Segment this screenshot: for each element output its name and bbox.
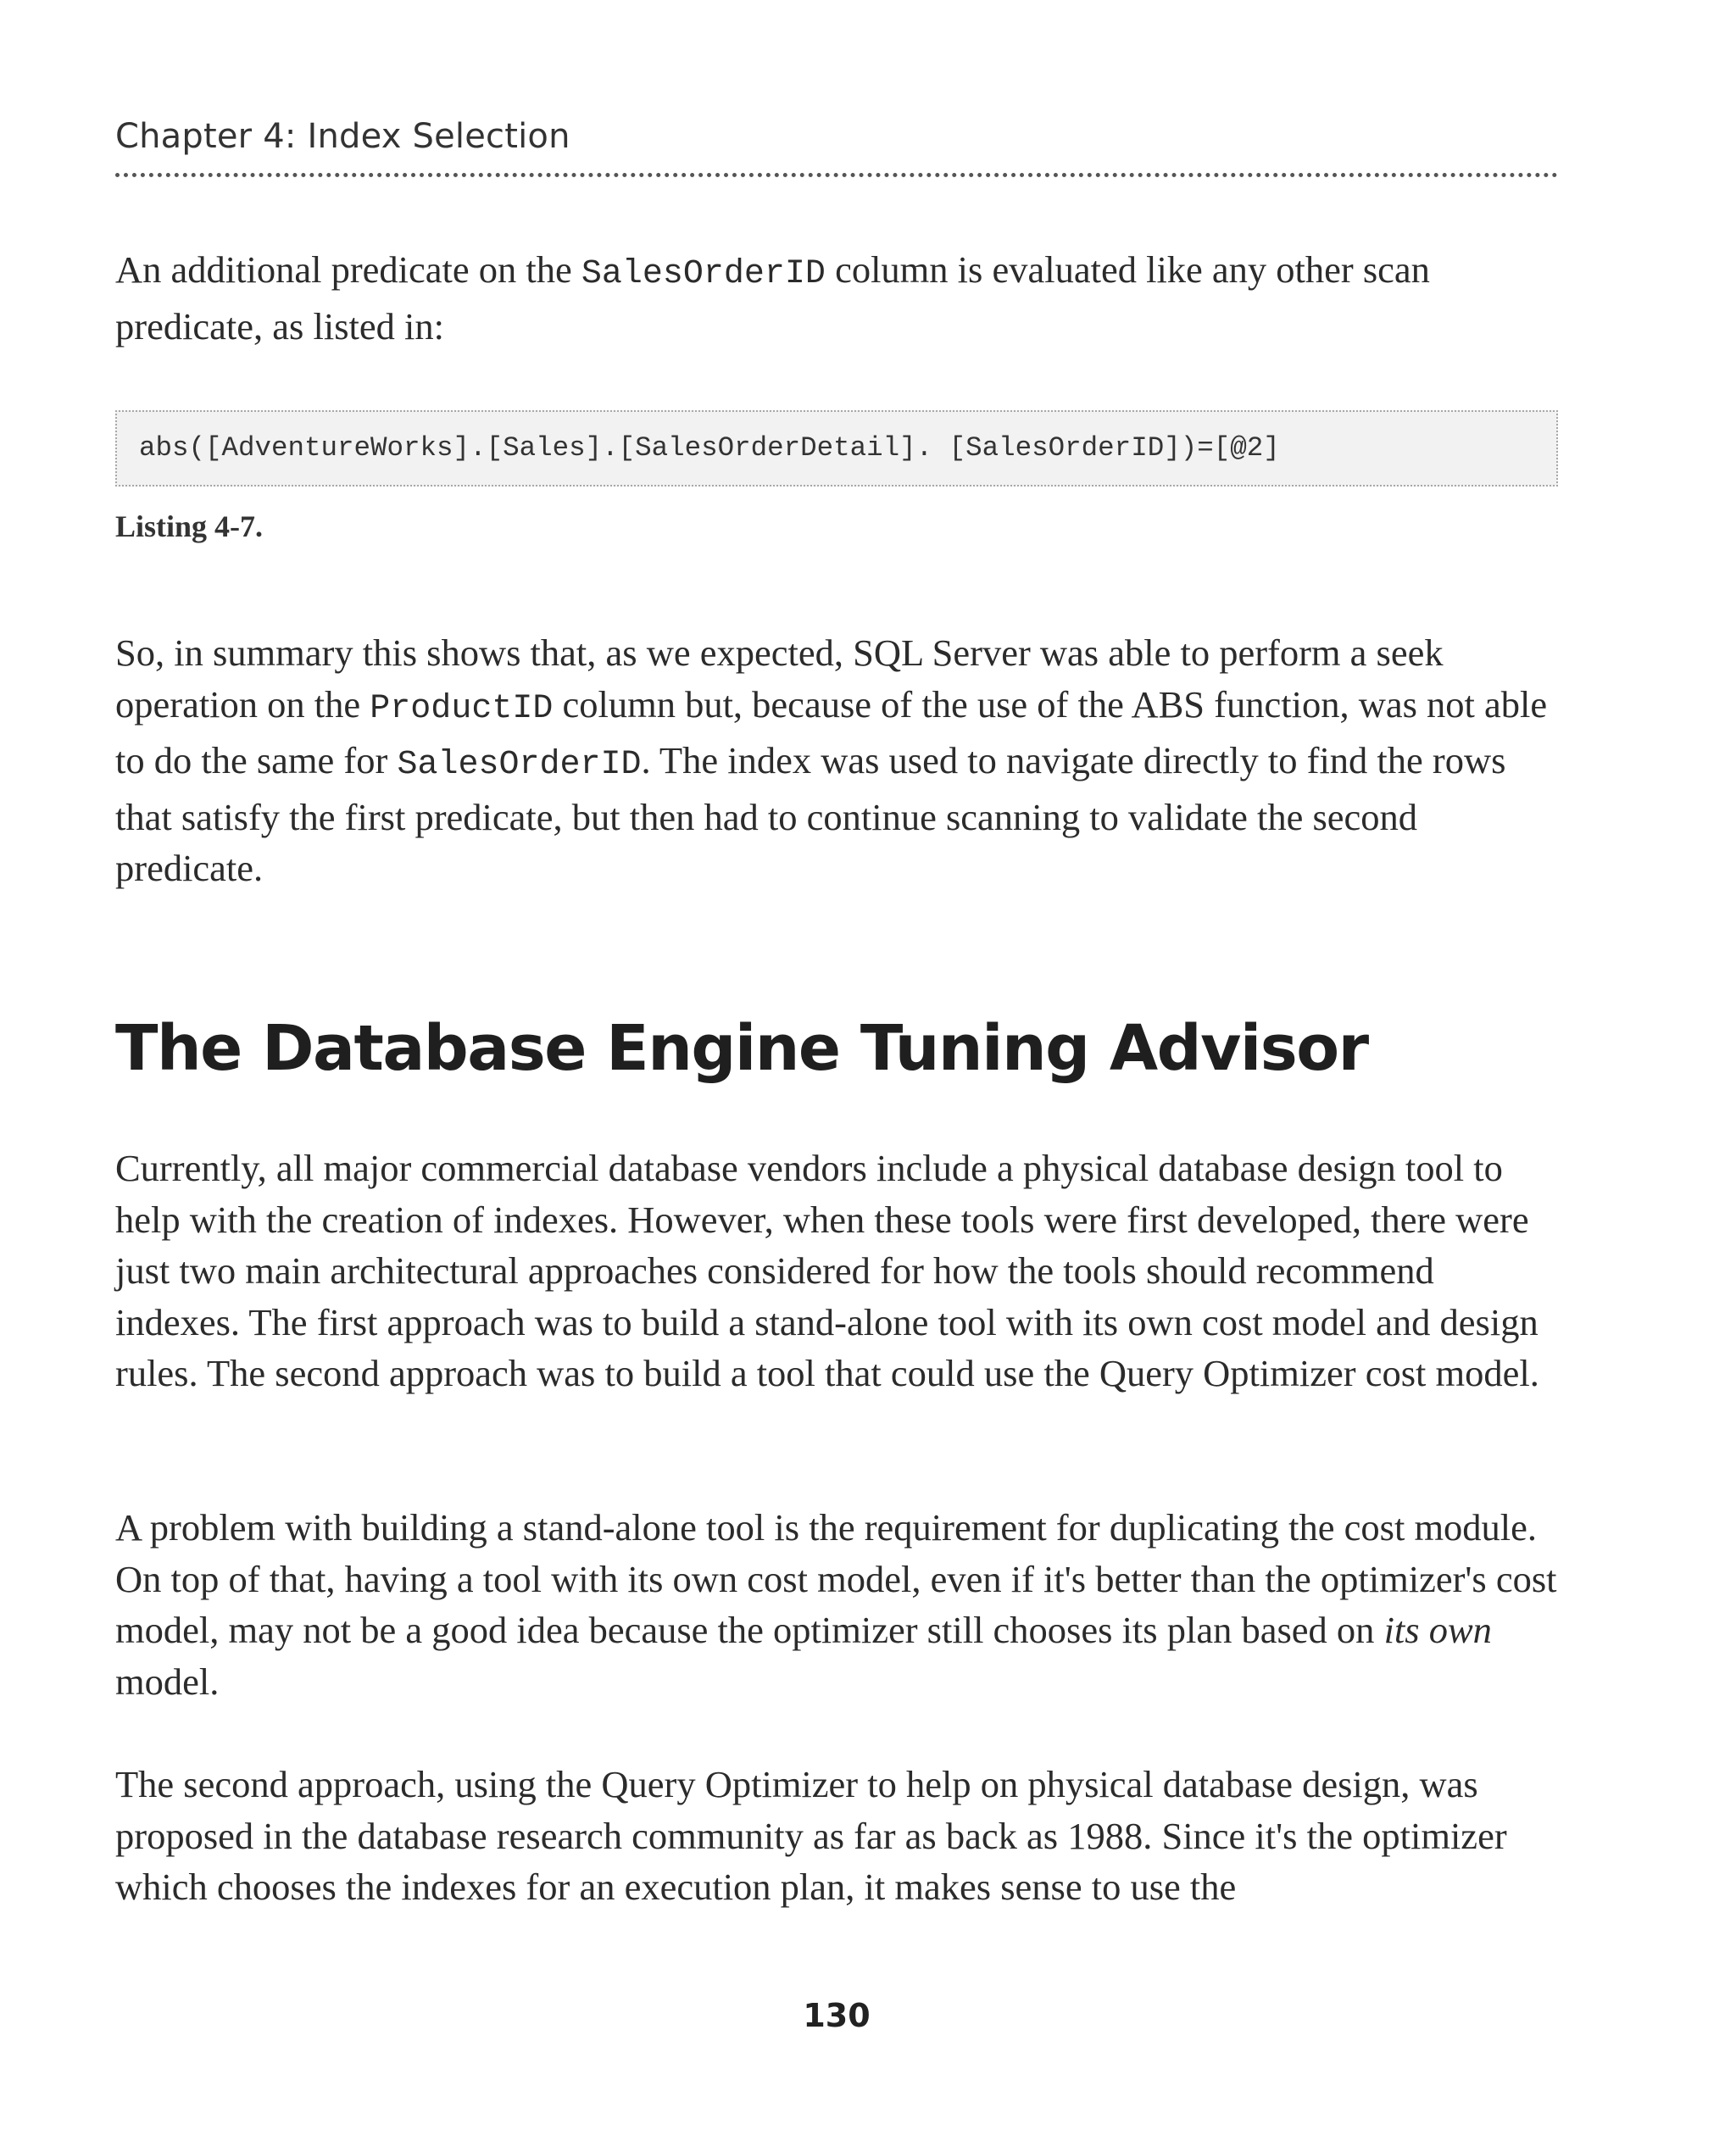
running-head: Chapter 4: Index Selection — [115, 117, 570, 156]
summary-text-1: So, in summary this shows that, as we expected, SQL Server was able to perform a seek operation on the — [115, 631, 1444, 726]
summary-paragraph — [115, 627, 1558, 894]
book-page — [115, 0, 1558, 2141]
problem-text-2: model. — [115, 1660, 220, 1703]
paragraph-second-approach: The second approach, using the Query Optimizer to help on physical database design, was proposed in the database research community as far as back as 1988. Since it's the optimizer which chooses the indexes for an execution plan, it makes sense to use the — [115, 1763, 1507, 1908]
inline-code-salesorderid-2: SalesOrderID — [397, 746, 642, 784]
inline-code-salesorderid: SalesOrderID — [581, 255, 826, 293]
problem-emphasis: its own — [1383, 1609, 1492, 1651]
inline-code-productid: ProductID — [370, 689, 554, 728]
code-listing-box — [115, 410, 1558, 487]
paragraph-currently: Currently, all major commercial database vendors include a physical database design tool to help with the creation of indexes. However, when these tools were first developed, there were just two main architectural approaches considered for how the tools should recommend indexes. The first approach was to build a stand-alone tool with its own cost model and design rules. The second approach was to build a tool that could use the Query Optimizer cost model. — [115, 1147, 1539, 1394]
problem-text-1: A problem with building a stand-alone tool is the requirement for duplicating the cost module. On top of that, having a tool with its own cost model, even if it's better than the optimizer's cost model, may not be a good idea because the optimizer still chooses its plan based on — [115, 1506, 1557, 1651]
section-heading: The Database Engine Tuning Advisor — [115, 1012, 1368, 1085]
paragraph-problem — [115, 1502, 1558, 1707]
page-number: 130 — [803, 1997, 871, 2034]
header-dotted-rule — [115, 173, 1558, 177]
listing-caption: Listing 4-7. — [115, 509, 264, 543]
code-listing-line: abs([AdventureWorks].[Sales].[SalesOrderDetail]. [SalesOrderID])=[@2] — [139, 432, 1280, 464]
intro-paragraph — [115, 244, 1558, 352]
summary-text-3: . The index was used to navigate directly to find the rows that satisfy the first predicate, but then had to continue scanning to validate the second predicate. — [115, 739, 1506, 889]
intro-text-1: An additional predicate on the — [115, 248, 581, 291]
intro-text-2: column is evaluated like any other scan predicate, as listed in: — [115, 248, 1430, 348]
summary-text-2: column but, because of the use of the ABS function, was not able to do the same for — [115, 682, 1548, 781]
